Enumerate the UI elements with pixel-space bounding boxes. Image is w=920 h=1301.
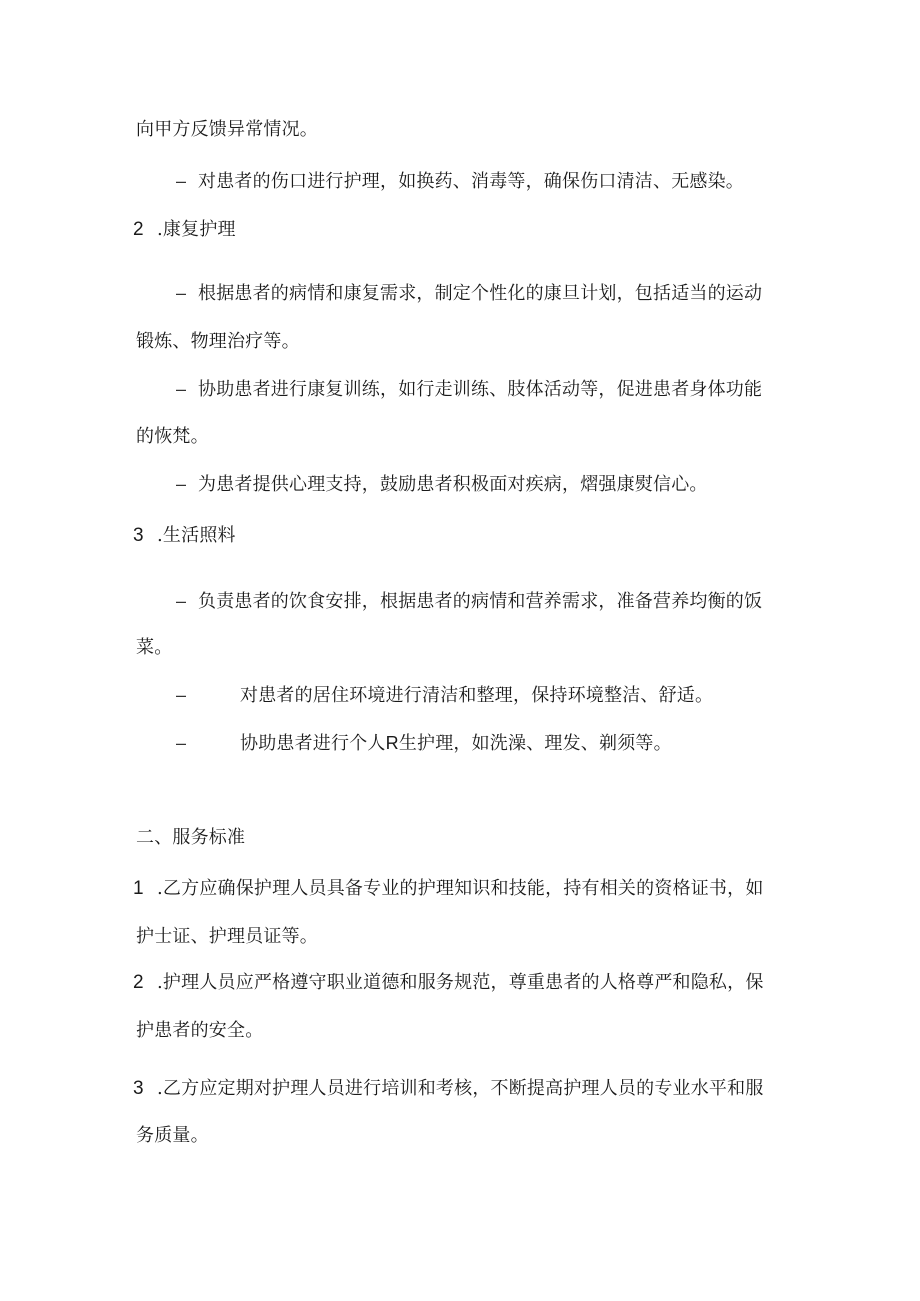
paragraph-line <box>136 330 300 354</box>
text: 为患者提供心理支持，鼓励患者积极面对疾病，熠强康熨信心。 <box>198 474 708 495</box>
bullet-item <box>176 589 762 614</box>
text: 根据患者的病情和康复需求，制定个性化的康旦计划，包括适当的运动 <box>198 283 763 304</box>
item-number: 2 <box>133 219 144 240</box>
text: 协助患者进行个人 <box>240 733 386 754</box>
item-number: 2 <box>133 972 144 993</box>
dash-marker: – <box>176 474 187 494</box>
paragraph-line <box>136 636 172 660</box>
text: 的恢梵。 <box>136 426 209 447</box>
text: 二、服务标准 <box>136 827 246 848</box>
numbered-item <box>133 971 764 995</box>
paragraph-line <box>136 118 318 142</box>
text: 护士证、护理员证等。 <box>136 926 318 947</box>
paragraph-line <box>136 1124 209 1148</box>
text: .乙方应确保护理人员具备专业的护理知识和技能，持有相关的资格证书，如 <box>157 878 764 899</box>
text: 协助患者进行康复训练，如行走训练、肢体活动等，促进患者身体功能 <box>198 379 763 400</box>
item-number: 3 <box>133 525 144 546</box>
dash-marker: – <box>176 591 187 611</box>
text: 负责患者的饮食安排，根据患者的病情和营养需求，准备营养均衡的饭 <box>198 591 763 612</box>
dash-marker: – <box>176 283 187 303</box>
paragraph-line <box>136 925 318 949</box>
dash-marker: – <box>176 171 187 191</box>
text: .康复护理 <box>157 219 236 240</box>
dash-marker: – <box>176 733 187 753</box>
bullet-item <box>176 683 713 708</box>
numbered-item <box>133 877 764 901</box>
numbered-item <box>133 1077 764 1101</box>
item-number: 1 <box>133 878 144 899</box>
bullet-item <box>176 377 762 402</box>
text: .护理人员应严格遵守职业道德和服务规范，尊重患者的人格尊严和隐私，保 <box>157 972 764 993</box>
text: 务质量。 <box>136 1125 209 1146</box>
dash-marker: – <box>176 379 187 399</box>
section-heading <box>133 524 236 548</box>
text: 菜。 <box>136 637 173 658</box>
chapter-heading <box>136 826 245 850</box>
text: .乙方应定期对护理人员进行培训和考核，不断提高护理人员的专业水平和服 <box>157 1078 764 1099</box>
text: 向甲方反馈异常情况。 <box>136 119 318 140</box>
paragraph-line <box>136 425 209 449</box>
text: 生护理，如洗澡、理发、剃须等。 <box>398 733 672 754</box>
text: 护患者的安全。 <box>136 1020 264 1041</box>
dash-marker: – <box>176 685 187 705</box>
section-heading <box>133 218 236 242</box>
paragraph-line <box>136 1019 263 1043</box>
bullet-item <box>176 731 672 756</box>
text: .生活照料 <box>157 525 236 546</box>
item-number: 3 <box>133 1078 144 1099</box>
text: 锻炼、物理治疗等。 <box>136 331 300 352</box>
text-latin: R <box>385 733 399 753</box>
text: 对患者的伤口进行护理，如换药、消毒等，确保伤口清洁、无感染。 <box>198 171 744 192</box>
bullet-item <box>176 281 762 306</box>
bullet-item <box>176 169 744 194</box>
bullet-item <box>176 472 708 497</box>
text: 对患者的居住环境进行清洁和整理，保持环境整洁、舒适。 <box>240 685 714 706</box>
